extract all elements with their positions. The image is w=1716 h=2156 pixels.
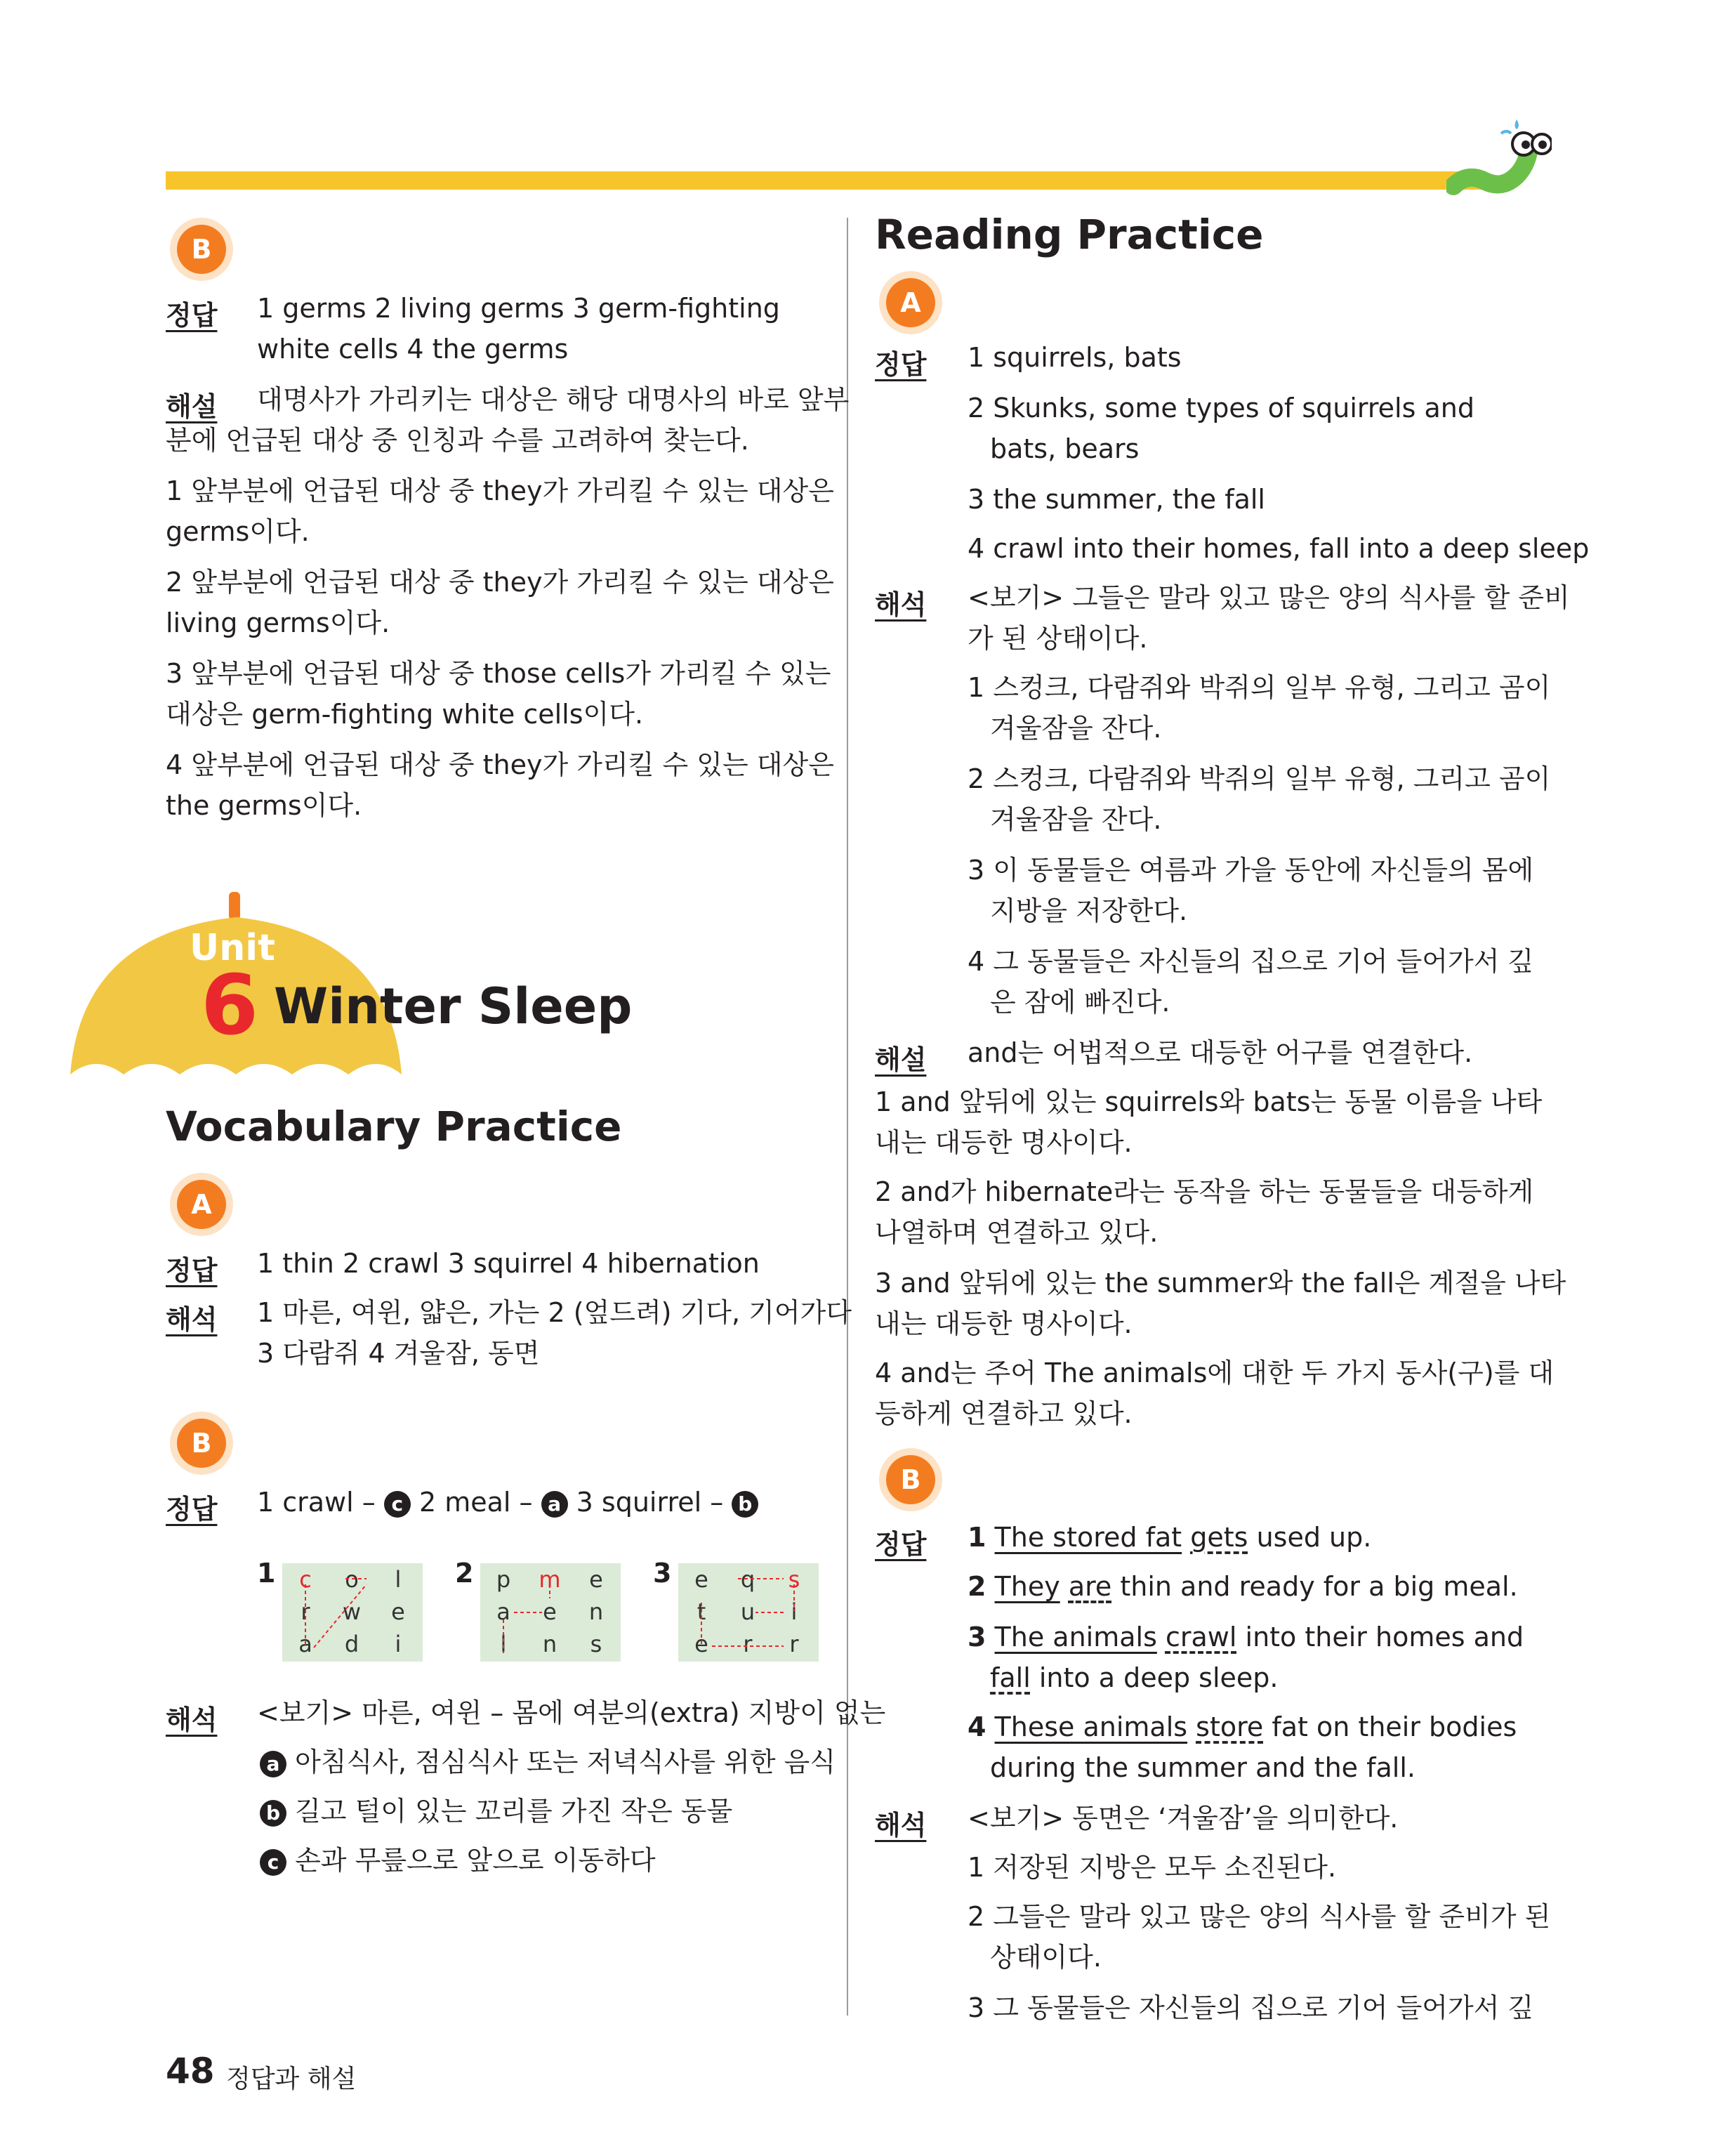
answer-part: 1 crawl – [257,1487,384,1518]
grid-path [678,1563,819,1662]
translation-text: <보기> 동면은 ‘겨울잠’을 의미한다. [968,1803,1399,1834]
answer-part: 3 squirrel – [567,1487,732,1518]
translation-text: <보기> 마른, 여윈 – 몸에 여분의(extra) 지방이 없는 [257,1697,886,1728]
grid-cell: a [496,1598,510,1625]
worm-icon [1446,105,1552,204]
section-title: Vocabulary Practice [166,1103,622,1150]
explain-text: 대명사가 가리키는 대상은 해당 대명사의 바로 앞부 [257,384,850,415]
translation-item-text: 길고 털이 있는 꼬리를 가진 작은 동물 [295,1796,733,1827]
grid-cell: l [500,1631,507,1657]
item-number: 4 [968,1711,986,1742]
explain-item: 2 and가 hibernate라는 동작을 하는 동물들을 대등하게 [875,1176,1534,1207]
explain-item: 1 and 앞뒤에 있는 squirrels와 bats는 동물 이름을 나타 [875,1086,1543,1117]
grid-cell: n [542,1631,557,1657]
translation-item [260,1742,836,1782]
answer-sentence: during the summer and the fall. [990,1752,1415,1783]
sentence-rest: thin and ready for a big meal. [1111,1571,1518,1602]
section-badge-a: A [886,278,935,327]
translation-text: 1 저장된 지방은 모두 소진된다. [968,1852,1337,1883]
verb-phrase: are [1068,1571,1112,1602]
circle-a-icon: a [260,1751,286,1777]
grid-cell: o [345,1566,359,1593]
subject-phrase: These animals [994,1711,1188,1742]
explain-label: 해설 [875,1044,927,1075]
explain-item: the germs이다. [166,790,362,821]
grid-path [282,1563,423,1662]
sentence-rest: fat on their bodies [1263,1711,1517,1742]
explain-item: living germs이다. [166,607,390,638]
answer-sentence [990,1657,1279,1698]
sentence-rest: used up. [1248,1522,1372,1553]
grid-cell: i [395,1631,402,1657]
circle-b-icon: b [732,1491,758,1518]
explain-item: 대상은 germ-fighting white cells이다. [166,699,644,730]
grid-cell: u [740,1598,755,1625]
verb-phrase: crawl [1165,1622,1237,1652]
unit-title: Winter Sleep [274,978,633,1035]
explain-item: 나열하며 연결하고 있다. [875,1217,1159,1248]
grid-cell: e [543,1598,557,1625]
explain-item: 내는 대등한 명사이다. [875,1127,1133,1158]
translation-text: 1 스컹크, 다람쥐와 박쥐의 일부 유형, 그리고 곰이 [968,672,1551,703]
translation-text: 1 마른, 여윈, 얇은, 가는 2 (엎드려) 기다, 기어가다 [257,1297,852,1328]
section-badge-b: B [177,225,226,274]
translation-label: 해석 [875,589,927,620]
grid-path [480,1563,621,1662]
grid-cell: m [539,1566,561,1593]
answer-sentence [968,1707,1517,1747]
explain-item: 3 앞부분에 언급된 대상 중 those cells가 가리킬 수 있는 [166,658,831,689]
explain-item: 2 앞부분에 언급된 대상 중 they가 가리킬 수 있는 대상은 [166,567,834,598]
translation-text: 3 이 동물들은 여름과 가을 동안에 자신들의 몸에 [968,855,1534,886]
item-number: 2 [968,1571,986,1602]
grid-cell: s [788,1566,800,1593]
grid-cell: e [694,1631,708,1657]
explain-text: 분에 언급된 대상 중 인칭과 수를 고려하여 찾는다. [166,425,749,456]
grid-cell: r [789,1631,799,1657]
answer-label: 정답 [166,1494,218,1525]
answer-text: 1 squirrels, bats [968,342,1182,373]
grid-cell: r [743,1631,753,1657]
grid-number: 1 [257,1558,276,1589]
grid-cell: e [589,1566,603,1593]
translation-text: 지방을 저장한다. [990,895,1188,926]
answer-text: bats, bears [990,433,1140,464]
circle-a-icon: a [541,1491,568,1518]
item-number: 3 [968,1622,986,1652]
answer-text: 3 the summer, the fall [968,484,1265,515]
answer-sentence [968,1617,1524,1657]
column-divider [847,218,848,2016]
translation-text: 3 다람쥐 4 겨울잠, 동면 [257,1338,540,1369]
answer-label: 정답 [166,1255,218,1286]
answer-sentence [968,1566,1518,1607]
answer-part: 2 meal – [410,1487,541,1518]
explain-text: and는 어법적으로 대등한 어구를 연결한다. [968,1037,1473,1068]
header-bar [166,171,1493,190]
unit-number: 6 [201,957,259,1053]
page-number: 48 [166,2051,215,2091]
grid-cell: q [740,1566,755,1593]
translation-text: 가 된 상태이다. [968,623,1148,654]
verb-phrase: gets [1190,1522,1248,1553]
section-badge-a: A [177,1180,226,1229]
translation-text: 상태이다. [990,1942,1102,1973]
answer-sentence [968,1517,1371,1558]
grid-cell: s [590,1631,602,1657]
answer-label: 정답 [875,349,927,380]
grid-cell: w [342,1598,362,1625]
translation-label: 해석 [166,1304,218,1335]
sentence-rest: into a deep sleep. [1030,1662,1279,1693]
grid-cell: p [496,1566,511,1593]
grid-cell: a [298,1631,312,1657]
letter-grid [480,1563,621,1662]
translation-item [260,1840,656,1881]
answer-text: white cells 4 the germs [257,334,569,364]
explain-item: 4 앞부분에 언급된 대상 중 they가 가리킬 수 있는 대상은 [166,749,834,780]
answer-text: 1 germs 2 living germs 3 germ-fighting [257,293,780,324]
explain-label: 해설 [166,391,218,422]
translation-text: 3 그 동물들은 자신들의 집으로 기어 들어가서 깊 [968,1992,1534,2023]
translation-text: 2 스컹크, 다람쥐와 박쥐의 일부 유형, 그리고 곰이 [968,763,1551,794]
answer-label: 정답 [875,1529,927,1560]
explain-item: 등하게 연결하고 있다. [875,1398,1133,1429]
subject-phrase: The animals [994,1622,1157,1652]
answer-text: 2 Skunks, some types of squirrels and [968,393,1474,423]
translation-text: <보기> 그들은 말라 있고 많은 양의 식사를 할 준비 [968,582,1570,613]
item-number: 1 [968,1522,986,1553]
translation-text: 겨울잠을 잔다. [990,804,1162,835]
grid-number: 2 [455,1558,474,1589]
section-badge-b: B [177,1419,226,1468]
translation-item-text: 아침식사, 점심식사 또는 저녁식사를 위한 음식 [295,1747,836,1777]
translation-label: 해석 [166,1704,218,1735]
translation-label: 해석 [875,1810,927,1841]
verb-phrase: store [1196,1711,1264,1742]
sentence-rest: into their homes and [1236,1622,1524,1652]
grid-cell: l [395,1566,402,1593]
answer-text [257,1482,758,1523]
letter-grid [678,1563,819,1662]
grid-cell: n [588,1598,604,1625]
explain-item: 3 and 앞뒤에 있는 the summer와 the fall은 계절을 나타 [875,1268,1566,1299]
grid-cell: r [301,1598,310,1625]
footer-label: 정답과 해설 [226,2065,357,2093]
subject-phrase: They [994,1571,1060,1602]
section-title: Reading Practice [875,211,1264,258]
circle-c-icon: c [260,1849,286,1876]
grid-cell: c [299,1566,312,1593]
verb-phrase: fall [990,1662,1031,1693]
grid-cell: t [697,1598,706,1625]
explain-item: germs이다. [166,516,310,547]
subject-phrase: The stored fat [994,1522,1182,1553]
answer-text: 4 crawl into their homes, fall into a deep sleep [968,533,1590,564]
circle-b-icon: b [260,1800,286,1827]
translation-text: 겨울잠을 잔다. [990,713,1162,744]
grid-cell: i [791,1598,798,1625]
explain-item: 4 and는 주어 The animals에 대한 두 가지 동사(구)를 대 [875,1358,1555,1388]
answer-text: 1 thin 2 crawl 3 squirrel 4 hibernation [257,1248,760,1279]
explain-item: 1 앞부분에 언급된 대상 중 they가 가리킬 수 있는 대상은 [166,475,834,506]
grid-cell: d [344,1631,359,1657]
explain-item: 내는 대등한 명사이다. [875,1308,1133,1339]
translation-item-text: 손과 무릎으로 앞으로 이동하다 [295,1845,656,1876]
answer-label: 정답 [166,300,218,331]
grid-cell: e [391,1598,405,1625]
section-badge-b: B [886,1455,935,1504]
translation-text: 은 잠에 빠진다. [990,987,1170,1018]
translation-item [260,1791,732,1832]
grid-number: 3 [653,1558,672,1589]
letter-grid [282,1563,423,1662]
translation-text: 4 그 동물들은 자신들의 집으로 기어 들어가서 깊 [968,946,1534,977]
grid-cell: e [694,1566,708,1593]
circle-c-icon: c [384,1491,411,1518]
unit-label: Unit [190,927,275,969]
translation-text: 2 그들은 말라 있고 많은 양의 식사를 할 준비가 된 [968,1901,1551,1932]
